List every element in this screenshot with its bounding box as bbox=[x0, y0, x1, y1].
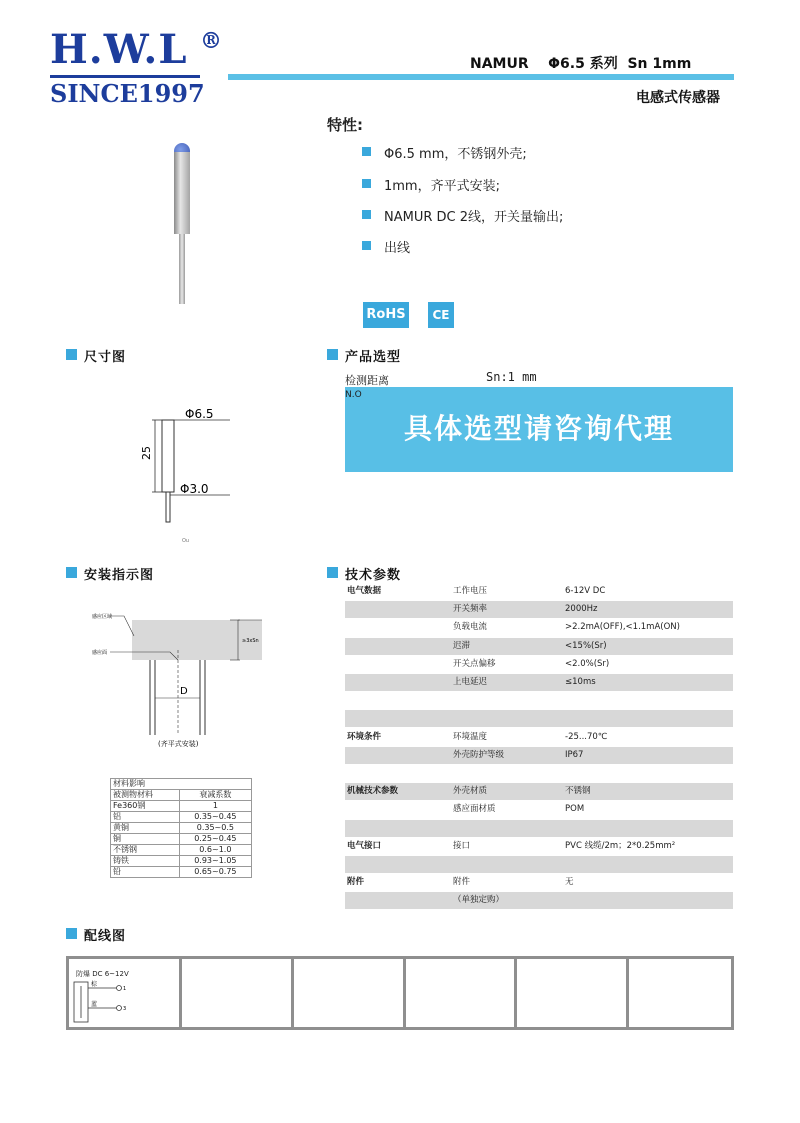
dim-dia-bottom: Φ3.0 bbox=[180, 482, 209, 496]
tech-cell-value: PVC 线缆/2m；2*0.25mm² bbox=[565, 840, 676, 851]
section-square-icon bbox=[327, 349, 338, 360]
header-bar bbox=[228, 74, 734, 80]
material-header-cell: 衰减系数 bbox=[179, 790, 251, 801]
table-row bbox=[345, 583, 733, 600]
table-row bbox=[345, 856, 733, 873]
section-square-icon bbox=[66, 349, 77, 360]
page-subtitle: 电感式传感器 bbox=[636, 90, 720, 106]
table-row: Fe360钢 1 bbox=[111, 801, 252, 812]
bullet-square-icon bbox=[362, 147, 371, 156]
table-row bbox=[345, 729, 733, 746]
tech-cell-param: 感应面材质 bbox=[453, 804, 496, 815]
section-square-icon bbox=[327, 567, 338, 578]
table-row bbox=[345, 801, 733, 818]
tech-cell-value: 6-12V DC bbox=[565, 586, 606, 596]
tech-cell-param: 开关频率 bbox=[453, 604, 488, 615]
install-caption: (齐平式安装) bbox=[158, 740, 199, 748]
table-row: 铝 0.35~0.45 bbox=[111, 812, 252, 823]
pin-1: 1 bbox=[123, 986, 127, 992]
table-row: 黄铜 0.35~0.5 bbox=[111, 823, 252, 834]
tech-cell-value: <15%(Sr) bbox=[565, 640, 607, 651]
install-sense-face-label: 感应面 bbox=[92, 650, 108, 656]
tech-cell-value: >2.2mA(OFF),<1.1mA(ON) bbox=[565, 622, 680, 633]
selection-value: Sn:1 mm bbox=[486, 370, 537, 384]
ce-badge: CE bbox=[428, 302, 454, 328]
table-row: 铅 0.65~0.75 bbox=[111, 867, 252, 878]
table-row bbox=[345, 765, 733, 782]
table-row bbox=[345, 692, 733, 709]
wiring-divider bbox=[514, 959, 517, 1027]
tech-cell-group: 附件 bbox=[347, 877, 365, 888]
table-row: 不锈钢 0.6~1.0 bbox=[111, 845, 252, 856]
selection-label: 检测距离 bbox=[345, 374, 389, 387]
selection-no: N.O bbox=[345, 390, 362, 400]
table-row bbox=[345, 874, 733, 891]
material-header-cell: 被测物材料 bbox=[111, 790, 180, 801]
tech-cell-group: 机械技术参数 bbox=[347, 786, 399, 797]
wiring-divider bbox=[626, 959, 629, 1027]
tech-cell-value: <2.0%(Sr) bbox=[565, 658, 610, 669]
tech-cell-group: 电气数据 bbox=[347, 586, 382, 596]
tech-cell-param: 环境温度 bbox=[453, 731, 488, 742]
install-diagram bbox=[90, 600, 280, 750]
table-row bbox=[345, 747, 733, 764]
page-title: NAMUR Φ6.5 系列 Sn 1mm bbox=[470, 56, 692, 72]
tech-cell-param: 外壳防护等级 bbox=[453, 749, 505, 760]
dim-dia-top: Φ6.5 bbox=[185, 407, 214, 421]
tech-cell-value: ≤10ms bbox=[565, 677, 596, 687]
features-heading: 特性: bbox=[327, 116, 363, 134]
tech-cell-param: 迟滞 bbox=[453, 640, 471, 651]
wiring-label: 防爆 DC 6~12V bbox=[76, 970, 129, 978]
dimension-drawing bbox=[130, 400, 250, 550]
install-d-label: D bbox=[180, 686, 188, 697]
table-row: 铸铁 0.93~1.05 bbox=[111, 856, 252, 867]
table-row bbox=[345, 838, 733, 855]
tech-cell-param: 负载电流 bbox=[453, 622, 488, 633]
install-gap-label: ≥3xSn bbox=[242, 638, 259, 644]
sensor-cable-image bbox=[179, 234, 185, 304]
bullet-square-icon bbox=[362, 241, 371, 250]
wiring-divider bbox=[291, 959, 294, 1027]
tech-cell-value: 不锈钢 bbox=[565, 786, 591, 797]
rohs-badge: RoHS bbox=[363, 302, 409, 328]
pin-3: 3 bbox=[123, 1006, 127, 1012]
table-row bbox=[345, 638, 733, 655]
table-row bbox=[345, 710, 733, 727]
table-row bbox=[345, 656, 733, 673]
table-row bbox=[345, 820, 733, 837]
section-square-icon bbox=[66, 928, 77, 939]
tech-cell-param: 工作电压 bbox=[453, 586, 488, 596]
wiring-divider bbox=[403, 959, 406, 1027]
tech-cell-param: （单独定购） bbox=[453, 895, 505, 906]
tech-cell-param: 附件 bbox=[453, 877, 471, 888]
wire-brown: 棕 bbox=[91, 981, 98, 988]
dim-length: 25 bbox=[140, 446, 153, 460]
dim-tiny-note: Ou bbox=[182, 538, 190, 544]
table-row bbox=[345, 601, 733, 618]
table-row bbox=[345, 892, 733, 909]
section-square-icon bbox=[66, 567, 77, 578]
tech-cell-param: 开关点偏移 bbox=[453, 658, 496, 669]
tech-cell-group: 环境条件 bbox=[347, 731, 382, 742]
table-row bbox=[345, 619, 733, 636]
bullet-square-icon bbox=[362, 179, 371, 188]
logo-divider bbox=[50, 75, 200, 78]
install-sense-area-label: 感应区域 bbox=[92, 614, 113, 620]
bullet-square-icon bbox=[362, 210, 371, 219]
wiring-divider bbox=[179, 959, 182, 1027]
selection-box-text: 具体选型请咨询代理 bbox=[403, 412, 674, 445]
tech-cell-group: 电气接口 bbox=[347, 840, 382, 851]
tech-cell-param: 外壳材质 bbox=[453, 786, 488, 797]
tech-cell-value: 无 bbox=[565, 877, 574, 888]
registered-mark: ® bbox=[200, 28, 222, 54]
table-row bbox=[345, 783, 733, 800]
logo-since: SINCE1997 bbox=[50, 79, 205, 108]
material-title: 材料影响 bbox=[111, 779, 252, 790]
tech-cell-value: 2000Hz bbox=[565, 604, 598, 615]
material-table bbox=[110, 778, 252, 878]
table-row bbox=[345, 674, 733, 691]
tech-cell-param: 上电延迟 bbox=[453, 677, 488, 687]
tech-cell-value: -25...70℃ bbox=[565, 731, 608, 742]
wiring-diagram bbox=[70, 978, 170, 1026]
wire-blue: 蓝 bbox=[91, 1001, 98, 1008]
sensor-body-image bbox=[174, 152, 190, 234]
logo-text: H.W.L bbox=[50, 26, 188, 73]
table-row: 铜 0.25~0.45 bbox=[111, 834, 252, 845]
tech-cell-value: POM bbox=[565, 804, 585, 815]
tech-cell-param: 接口 bbox=[453, 840, 471, 851]
tech-cell-value: IP67 bbox=[565, 749, 584, 760]
